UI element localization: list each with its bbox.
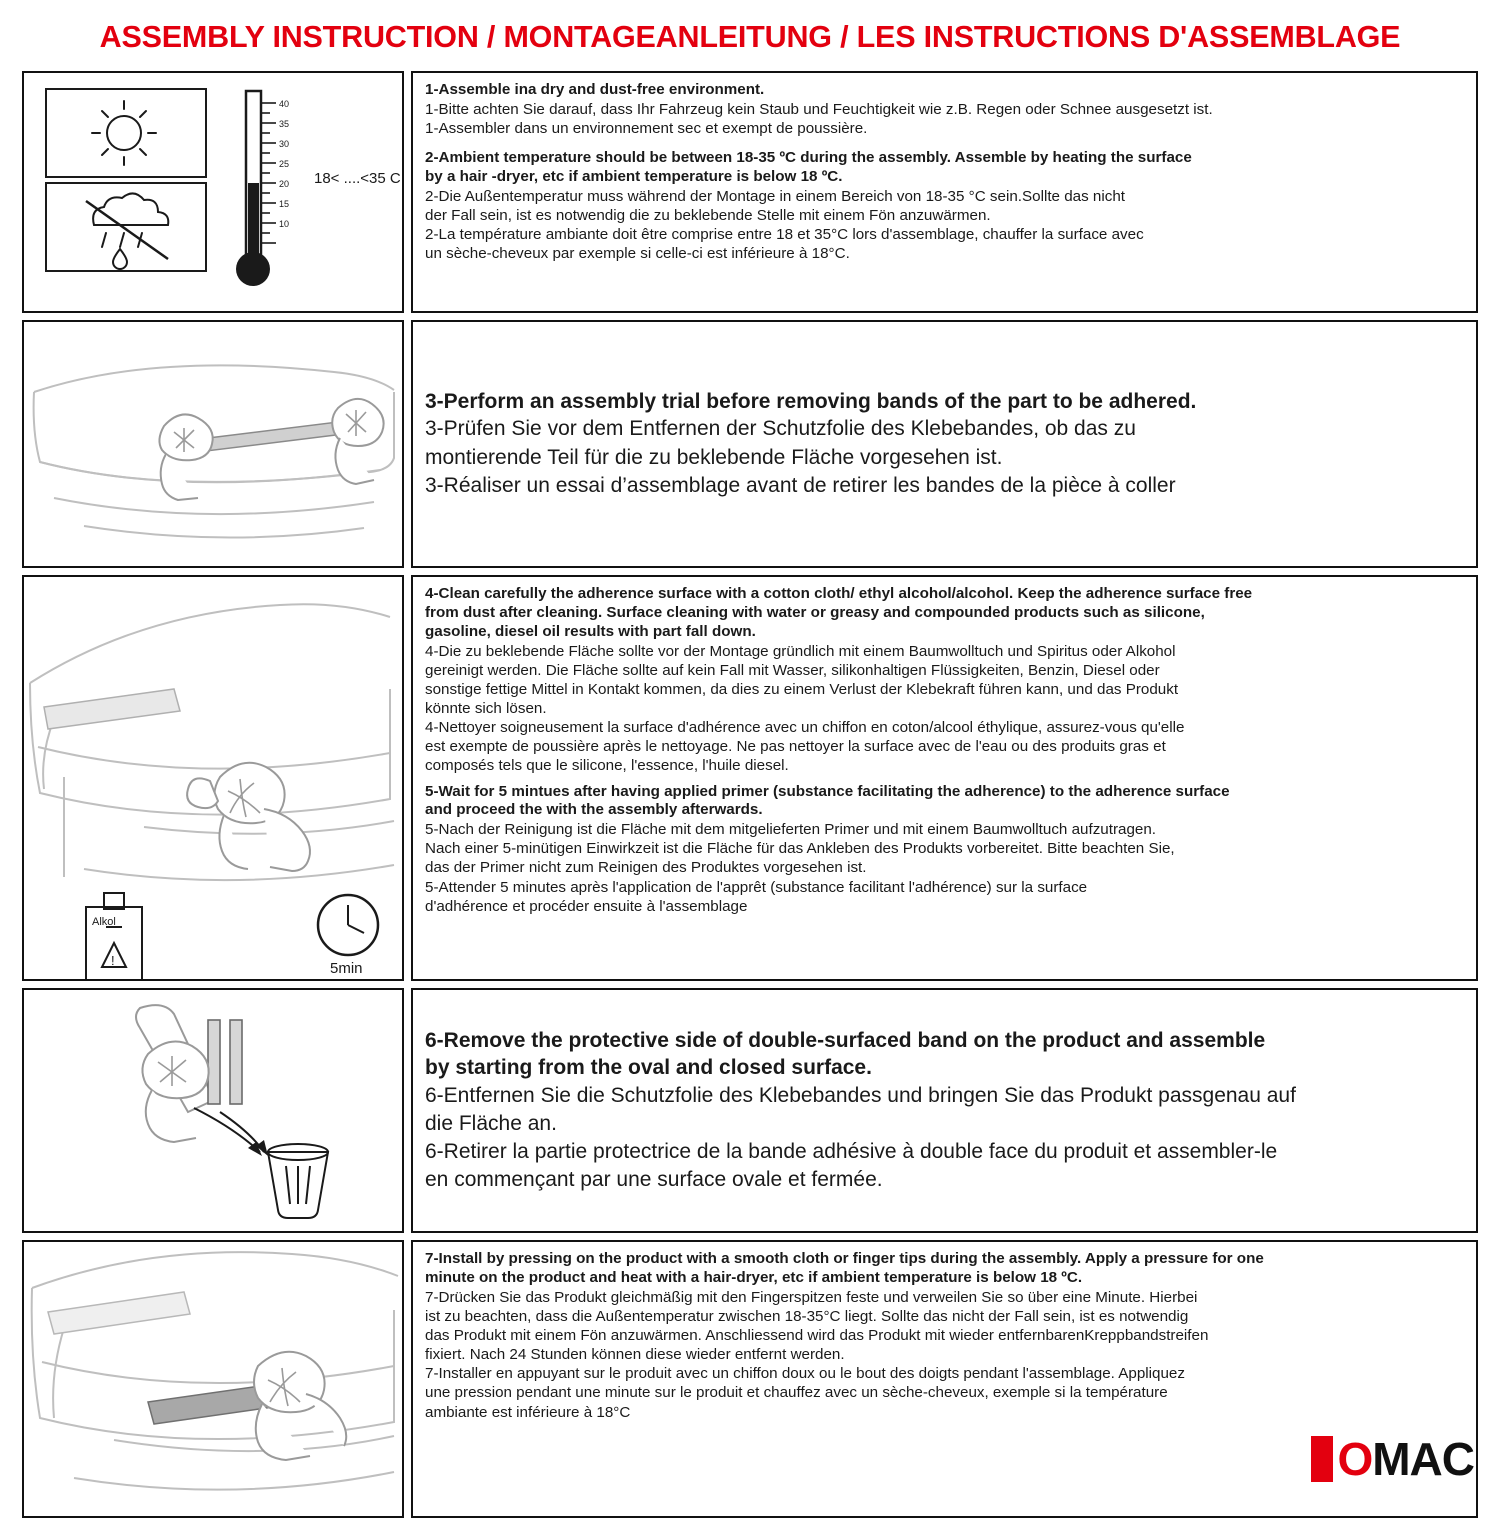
- page-title: ASSEMBLY INSTRUCTION / MONTAGEANLEITUNG / LES INSTRUCTIONS D'ASSEMBLAGE: [99, 20, 1401, 54]
- step-line: der Fall sein, ist es notwendig die zu beklebende Stelle mit einem Fön anzuwärmen.: [425, 206, 991, 224]
- step-line: 7-Drücken Sie das Produkt gleichmäßig mit den Fingerspitzen feste und verweilen Sie so über eine Minute. Hierbei: [425, 1288, 1198, 1306]
- svg-text:15: 15: [279, 199, 290, 209]
- step-3-illustration: [22, 320, 404, 568]
- step-line: 3-Prüfen Sie vor dem Entfernen der Schutzfolie des Klebebandes, ob das zu: [425, 417, 1136, 441]
- step-1-illustration: [22, 71, 404, 313]
- step-line: Nach einer 5-minütigen Einwirkzeit ist die Fläche für das Ankleben des Produkts vorbereitet. Bitte beachten Sie,: [425, 840, 1175, 858]
- svg-text:30: 30: [279, 139, 290, 149]
- step-line: fixiert. Nach 24 Stunden können diese wieder entfernt werden.: [425, 1346, 845, 1364]
- step-line: gereinigt werden. Die Fläche sollte auf kein Fall mit Wasser, silikonhaltigen Flüssigkeiten, Benzin, Diesel oder: [425, 661, 1160, 679]
- svg-text:35: 35: [279, 119, 290, 129]
- step-1-text: [411, 71, 1478, 313]
- step-line: das der Primer nicht zum Reinigen des Produktes vorgesehen ist.: [425, 859, 867, 877]
- svg-text:20: 20: [279, 179, 290, 189]
- svg-text:25: 25: [279, 159, 290, 169]
- step-line: könnte sich lösen.: [425, 699, 547, 717]
- step-line: 3-Réaliser un essai d’assemblage avant de retirer les bandes de la pièce à coller: [425, 473, 1176, 497]
- step-line: 1-Assembler dans un environnement sec et exempt de poussière.: [425, 119, 868, 137]
- step-line: en commençant par une surface ovale et fermée.: [425, 1167, 883, 1191]
- steps-container: [22, 71, 1478, 1518]
- step-3-text: [411, 320, 1478, 568]
- step-6-illustration: [22, 988, 404, 1233]
- step-line: est exempte de poussière après le nettoyage. Ne pas nettoyer la surface avec de l'eau ou des produits gras et: [425, 738, 1166, 756]
- step-line: composés tels que le silicone, l'essence, l'huile diesel.: [425, 757, 789, 775]
- step-line: das Produkt mit einem Fön anzuwärmen. Anschliessend wird das Produkt mit wieder entfernbarenKreppbandstreifen: [425, 1326, 1209, 1344]
- step-line: montierende Teil für die zu beklebende Fläche vorgesehen ist.: [425, 445, 1003, 469]
- step-line: une pression pendant une minute sur le produit et chauffez avec un sèche-cheveux, exemple si la température: [425, 1384, 1168, 1402]
- step-line: d'adhérence et procéder ensuite à l'assemblage: [425, 897, 748, 915]
- clock-label: 5min: [330, 960, 363, 977]
- step-7-illustration: [22, 1240, 404, 1518]
- step-line: 6-Entfernen Sie die Schutzfolie des Klebebandes und bringen Sie das Produkt passgenau auf: [425, 1083, 1296, 1107]
- step-line: 6-Remove the protective side of double-surfaced band on the product and assemble: [425, 1028, 1266, 1052]
- step-line: un sèche-cheveux par exemple si celle-ci est inférieure à 18°C.: [425, 245, 850, 263]
- step-line: 1-Assemble ina dry and dust-free environment.: [425, 81, 765, 98]
- step-line: ambiante est inférieure à 18°C: [425, 1403, 631, 1421]
- logo-bar-icon: [1311, 1436, 1333, 1482]
- svg-text:!: !: [111, 953, 115, 968]
- bottle-label: Alkol: [92, 916, 116, 928]
- step-line: gasoline, diesel oil results with part fall down.: [425, 622, 756, 640]
- step-line: 3-Perform an assembly trial before removing bands of the part to be adhered.: [425, 390, 1197, 414]
- step-line: 5-Attender 5 minutes après l'application de l'apprêt (substance facilitant l'adhérence) sur la surface: [425, 878, 1088, 896]
- step-line: by a hair -dryer, etc if ambient temperature is below 18 ºC.: [425, 167, 843, 185]
- omac-logo: [1311, 1432, 1474, 1486]
- step-line: ist zu beachten, dass die Außentemperatur zwischen 18-35°C liegt. Sollte das nicht der Fall sein, ist es notwendig: [425, 1307, 1189, 1325]
- step-line: 2-Die Außentemperatur muss während der Montage in einem Bereich von 18-35 °C sein.Sollte das nicht: [425, 187, 1126, 205]
- step-line: and proceed the with the assembly afterwards.: [425, 801, 763, 819]
- step-line: 4-Clean carefully the adherence surface with a cotton cloth/ ethyl alcohol/alcohol. Keep the adherence surface free: [425, 585, 1253, 602]
- step-line: 2-La température ambiante doit être comprise entre 18 et 35°C lors d'assemblage, chauffer la surface avec: [425, 226, 1144, 244]
- svg-text:40: 40: [279, 99, 290, 109]
- step-6-text: [411, 988, 1478, 1233]
- step-line: 4-Die zu beklebende Fläche sollte vor der Montage gründlich mit einem Baumwolltuch und Spiritus oder Alkohol: [425, 642, 1176, 660]
- step-line: by starting from the oval and closed surface.: [425, 1056, 872, 1080]
- step-4-illustration: [22, 575, 404, 981]
- logo-letters-mac: MAC: [1372, 1433, 1474, 1485]
- step-row-2: [22, 320, 1478, 568]
- step-row-1: [22, 71, 1478, 313]
- step-row-5: [22, 1240, 1478, 1518]
- svg-text:10: 10: [279, 219, 290, 229]
- step-line: 7-Install by pressing on the product with a smooth cloth or finger tips during the assembly. Apply a pressure for one: [425, 1250, 1264, 1267]
- step-line: sonstige fettige Mittel in Kontakt kommen, da dies zu einem Verlust der Klebekraft führen kann, und das Produkt: [425, 680, 1179, 698]
- step-line: 1-Bitte achten Sie darauf, dass Ihr Fahrzeug kein Staub und Feuchtigkeit wie z.B. Regen oder Schnee ausgesetzt ist.: [425, 100, 1213, 118]
- step-line: 5-Wait for 5 mintues after having applied primer (substance facilitating the adherence) to the adherence surface: [425, 782, 1230, 800]
- step-row-4: [22, 988, 1478, 1233]
- step-line: 7-Installer en appuyant sur le produit avec un chiffon doux ou le bout des doigts pendant l'assemblage. Appliquez: [425, 1365, 1185, 1383]
- step-line: die Fläche an.: [425, 1111, 557, 1135]
- step-4-text: [411, 575, 1478, 981]
- step-line: 5-Nach der Reinigung ist die Fläche mit dem mitgelieferten Primer und mit einem Baumwolltuch aufzutragen.: [425, 821, 1157, 839]
- logo-letter-o: O: [1337, 1433, 1373, 1485]
- temperature-range-label: 18< ....<35 C: [314, 170, 401, 187]
- step-line: 2-Ambient temperature should be between 18-35 ºC during the assembly. Assemble by heating the surface: [425, 149, 1192, 167]
- step-line: 4-Nettoyer soigneusement la surface d'adhérence avec un chiffon en coton/alcool éthylique, assurez-vous qu'elle: [425, 719, 1185, 737]
- step-line: minute on the product and heat with a hair-dryer, etc if ambient temperature is below 18 ºC.: [425, 1268, 1083, 1286]
- step-line: from dust after cleaning. Surface cleaning with water or greasy and compounded products such as silicone,: [425, 603, 1205, 621]
- step-row-3: [22, 575, 1478, 981]
- step-line: 6-Retirer la partie protectrice de la bande adhésive à double face du produit et assembler-le: [425, 1139, 1278, 1163]
